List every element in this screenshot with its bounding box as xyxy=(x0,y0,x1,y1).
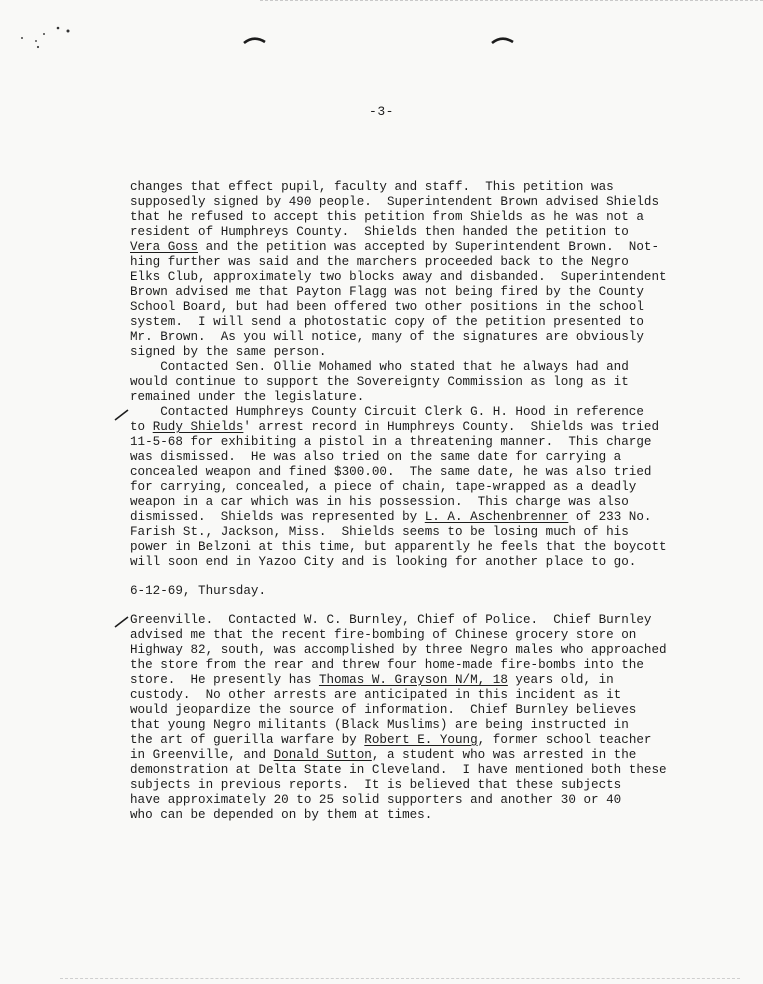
text-line xyxy=(130,733,750,747)
margin-check-mark xyxy=(114,408,130,422)
text-line: Brown advised me that Payton Flagg was not being fired by the County xyxy=(130,285,644,299)
text-line: system. I will send a photostatic copy of the petition presented to xyxy=(130,315,644,329)
text-line: have approximately 20 to 25 solid supporters and another 30 or 40 xyxy=(130,793,622,807)
text-line: would continue to support the Sovereignty Commission as long as it xyxy=(130,375,629,389)
text-line: School Board, but had been offered two other positions in the school xyxy=(130,300,644,314)
text-line: Greenville. Contacted W. C. Burnley, Chief of Police. Chief Burnley xyxy=(130,613,652,627)
text-line: concealed weapon and fined $300.00. The same date, he was also tried xyxy=(130,465,652,479)
underlined-name: Donald Sutton xyxy=(273,748,372,762)
text-line: power in Belzoni at this time, but apparently he feels that the boycott xyxy=(130,540,667,554)
text-line: signed by the same person. xyxy=(130,345,327,359)
text-line: advised me that the recent fire-bombing of Chinese grocery store on xyxy=(130,628,637,642)
underlined-name: Robert E. Young xyxy=(364,733,478,747)
text-line: Highway 82, south, was accomplished by three Negro males who approached xyxy=(130,643,667,657)
text-line: Contacted Humphreys County Circuit Clerk G. H. Hood in reference xyxy=(130,405,644,419)
margin-check-mark xyxy=(114,615,130,629)
text-line: Farish St., Jackson, Miss. Shields seems to be losing much of his xyxy=(130,525,629,539)
underlined-name: Rudy Shields xyxy=(152,420,244,434)
text-line: was dismissed. He was also tried on the same date for carrying a xyxy=(130,450,622,464)
date-heading: 6-12-69, Thursday. xyxy=(130,584,267,598)
text-fragment: of 233 No. xyxy=(568,510,652,524)
hole-punch-mark-left xyxy=(242,34,268,46)
text-fragment: , a student who was arrested in the xyxy=(371,748,637,762)
page-number: -3- xyxy=(369,104,394,119)
underlined-name: L. A. Aschenbrenner xyxy=(424,510,569,524)
text-line xyxy=(130,420,750,434)
text-fragment: the art of guerilla warfare by xyxy=(130,733,365,747)
scan-speckles xyxy=(14,22,74,52)
text-line: custody. No other arrests are anticipated in this incident as it xyxy=(130,688,622,702)
text-line: changes that effect pupil, faculty and staff. This petition was xyxy=(130,180,614,194)
text-line: Mr. Brown. As you will notice, many of the signatures are obviously xyxy=(130,330,644,344)
text-line xyxy=(130,240,750,254)
text-line: that he refused to accept this petition from Shields as he was not a xyxy=(130,210,644,224)
text-line: weapon in a car which was in his possession. This charge was also xyxy=(130,495,629,509)
underlined-name: Vera Goss xyxy=(130,240,199,254)
text-line: remained under the legislature. xyxy=(130,390,365,404)
text-line xyxy=(130,748,750,762)
text-fragment: and the petition was accepted by Superintendent Brown. Not- xyxy=(198,240,660,254)
text-line: Contacted Sen. Ollie Mohamed who stated that he always had and xyxy=(130,360,629,374)
scan-edge-bottom xyxy=(60,978,740,980)
text-line: Elks Club, approximately two blocks away and disbanded. Superintendent xyxy=(130,270,667,284)
text-line: the store from the rear and threw four home-made fire-bombs into the xyxy=(130,658,644,672)
text-line: supposedly signed by 490 people. Superintendent Brown advised Shields xyxy=(130,195,660,209)
text-line: that young Negro militants (Black Muslims) are being instructed in xyxy=(130,718,629,732)
text-line: would jeopardize the source of information. Chief Burnley believes xyxy=(130,703,637,717)
text-line: hing further was said and the marchers proceeded back to the Negro xyxy=(130,255,629,269)
text-line: for carrying, concealed, a piece of chain, tape-wrapped as a deadly xyxy=(130,480,637,494)
text-line: 11-5-68 for exhibiting a pistol in a threatening manner. This charge xyxy=(130,435,652,449)
text-line xyxy=(130,673,750,687)
scan-edge-top xyxy=(260,0,763,2)
text-line: subjects in previous reports. It is believed that these subjects xyxy=(130,778,622,792)
text-line: will soon end in Yazoo City and is looking for another place to go. xyxy=(130,555,637,569)
underlined-name: Thomas W. Grayson N/M, 18 xyxy=(318,673,508,687)
text-fragment: years old, in xyxy=(507,673,614,687)
text-line: demonstration at Delta State in Cleveland. I have mentioned both these xyxy=(130,763,667,777)
text-fragment: store. He presently has xyxy=(130,673,319,687)
text-fragment: to xyxy=(130,420,153,434)
hole-punch-mark-right xyxy=(490,34,516,46)
text-fragment: ' arrest record in Humphreys County. Shields was tried xyxy=(243,420,660,434)
text-fragment: dismissed. Shields was represented by xyxy=(130,510,425,524)
text-line: who can be depended on by them at times. xyxy=(130,808,433,822)
text-line xyxy=(130,510,750,524)
text-line: resident of Humphreys County. Shields then handed the petition to xyxy=(130,225,629,239)
text-fragment: in Greenville, and xyxy=(130,748,274,762)
text-fragment: , former school teacher xyxy=(477,733,652,747)
